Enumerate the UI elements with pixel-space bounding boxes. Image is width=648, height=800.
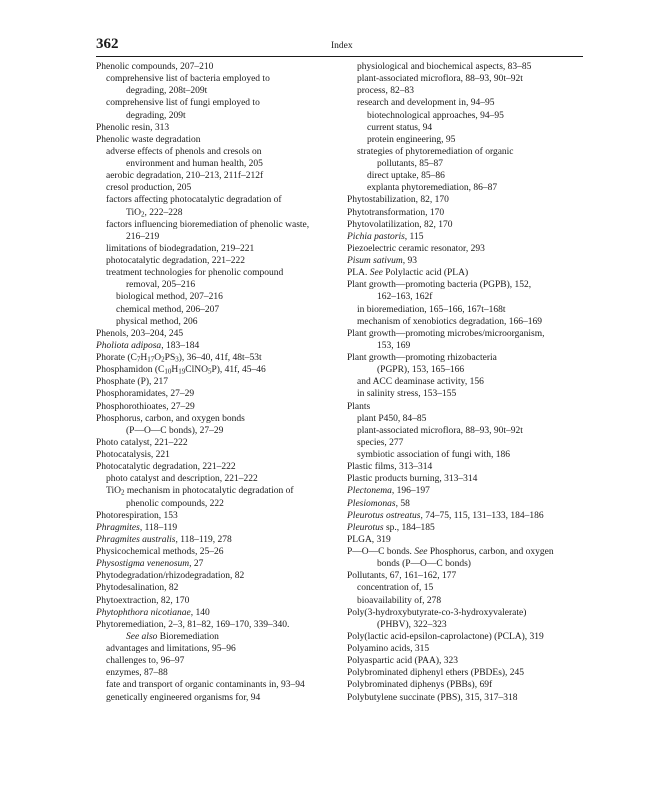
- index-entry: photocatalytic degradation, 221–222: [106, 256, 246, 266]
- index-entry: Plant growth—promoting bacteria (PGPB), 152,: [347, 280, 532, 291]
- index-entry: strategies of phytoremediation of organic: [357, 146, 514, 157]
- index-entry: fate and transport of organic contaminants in, 93–94: [106, 680, 305, 691]
- index-entry: Plesiomonas, 58: [347, 498, 410, 509]
- index-entry: direct uptake, 85–86: [367, 171, 445, 182]
- index-column-right: [347, 61, 585, 704]
- index-entry: removal, 205–216: [126, 280, 196, 291]
- index-entry: Phenols, 203–204, 245: [96, 328, 184, 339]
- index-entry: Phytodesalination, 82: [96, 583, 179, 594]
- index-entry: symbiotic association of fungi with, 186: [357, 450, 511, 460]
- index-entry: Plastic products burning, 313–314: [347, 474, 478, 485]
- index-entry: PLA. See Polylactic acid (PLA): [347, 268, 469, 279]
- index-entry: mechanism of xenobiotics degradation, 166–169: [357, 316, 542, 327]
- index-entry: (PGPR), 153, 165–166: [377, 365, 465, 376]
- index-entry: Phragmites, 118–119: [96, 522, 178, 533]
- index-entry: Phosphorothioates, 27–29: [96, 401, 195, 412]
- index-entry: Phenolic waste degradation: [96, 134, 201, 145]
- page-number: 362: [96, 36, 119, 52]
- index-entry: research and development in, 94–95: [357, 98, 495, 109]
- index-entry: Photocatalysis, 221: [96, 450, 170, 460]
- index-entry: Photorespiration, 153: [96, 510, 178, 521]
- index-entry: species, 277: [357, 437, 404, 448]
- index-entry: PLGA, 319: [347, 534, 391, 545]
- index-entry: current status, 94: [367, 122, 433, 133]
- index-entry: enzymes, 87–88: [106, 668, 168, 679]
- index-entry: treatment technologies for phenolic compound: [106, 268, 284, 279]
- index-entry: Plants: [347, 401, 371, 412]
- index-entry: factors affecting photocatalytic degradation of: [106, 195, 282, 206]
- index-entry: Phragmites australis, 118–119, 278: [96, 534, 232, 545]
- index-entry: P—O—C bonds. See Phosphorus, carbon, and oxygen: [347, 547, 554, 557]
- index-entry: degrading, 209t: [126, 110, 186, 121]
- index-entry: Polybutylene succinate (PBS), 315, 317–318: [347, 692, 518, 703]
- index-entry: plant-associated microflora, 88–93, 90t–92t: [357, 74, 523, 85]
- index-entry: Poly(3-hydroxybutyrate-co-3-hydroxyvalerate): [347, 607, 527, 618]
- index-entry: bonds (P—O—C bonds): [377, 559, 471, 570]
- index-entry: Pleurotus ostreatus, 74–75, 115, 131–133, 184–186: [347, 510, 544, 521]
- index-entry: Pollutants, 67, 161–162, 177: [347, 571, 457, 582]
- index-entry: aerobic degradation, 210–213, 211f–212f: [106, 171, 264, 182]
- index-entry: Plant growth—promoting microbes/microorganism,: [347, 328, 545, 339]
- index-entry: See also Bioremediation: [126, 631, 219, 642]
- index-entry: chemical method, 206–207: [116, 304, 220, 315]
- index-entry: limitations of biodegradation, 219–221: [106, 243, 255, 254]
- index-entry: Polybrominated diphenyl ethers (PBDEs), 245: [347, 668, 525, 679]
- index-entry: challenges to, 96–97: [106, 656, 185, 667]
- index-entry: (PHBV), 322–323: [377, 619, 447, 630]
- index-entry: Polyaspartic acid (PAA), 323: [347, 656, 458, 667]
- index-entry: genetically engineered organisms for, 94: [106, 692, 261, 703]
- index-entry: Phytovolatilization, 82, 170: [347, 219, 453, 230]
- index-entry: Phosphorus, carbon, and oxygen bonds: [96, 413, 245, 424]
- index-entry: Poly(lactic acid-epsilon-caprolactone) (PCLA), 319: [347, 631, 544, 642]
- index-entry: Phytophthora nicotianae, 140: [96, 607, 210, 618]
- index-entry: TiO$_2$ mechanism in photocatalytic degradation of: [106, 486, 294, 497]
- header-rule: [96, 56, 583, 57]
- index-entry: Phenolic compounds, 207–210: [96, 62, 214, 72]
- index-entry: 162–163, 162f: [377, 292, 433, 303]
- index-entry: factors influencing bioremediation of phenolic waste,: [106, 219, 310, 230]
- index-entry: Phytoextraction, 82, 170: [96, 595, 190, 606]
- index-entry: adverse effects of phenols and cresols on: [106, 146, 262, 157]
- index-entry: Phosphamidon $(C_{10}H_{19}ClNO_5P)$, 41f, 45–46: [96, 365, 266, 376]
- index-entry: environment and human health, 205: [126, 159, 263, 169]
- index-entry: comprehensive list of bacteria employed to: [106, 74, 270, 85]
- index-entry: concentration of, 15: [357, 583, 434, 594]
- index-entry: TiO$_2$, 222–228: [126, 207, 183, 218]
- index-entry: process, 82–83: [357, 86, 414, 97]
- index-entry: in salinity stress, 153–155: [357, 389, 457, 400]
- index-entry: 153, 169: [377, 340, 411, 351]
- index-entry: plant-associated microflora, 88–93, 90t–92t: [357, 425, 523, 436]
- index-entry: Phosphate (P), 217: [96, 377, 169, 388]
- index-entry: Photo catalyst, 221–222: [96, 437, 188, 448]
- index-entry: physiological and biochemical aspects, 83–85: [357, 62, 532, 72]
- index-entry: Polyamino acids, 315: [347, 644, 430, 654]
- index-entry: Phytostabilization, 82, 170: [347, 195, 449, 206]
- index-entry: Phytodegradation/rhizodegradation, 82: [96, 571, 245, 582]
- index-entry: in bioremediation, 165–166, 167t–168t: [357, 304, 506, 315]
- index-entry: bioavailability of, 278: [357, 595, 442, 606]
- index-entry: photo catalyst and description, 221–222: [106, 474, 258, 485]
- index-entry: Plant growth—promoting rhizobacteria: [347, 353, 497, 363]
- index-entry: Plectonema, 196–197: [347, 486, 430, 497]
- index-column-left: [96, 61, 336, 704]
- index-entry: advantages and limitations, 95–96: [106, 644, 236, 654]
- index-entry: Photocatalytic degradation, 221–222: [96, 462, 236, 473]
- index-entry: Phosphoramidates, 27–29: [96, 389, 195, 400]
- index-entry: pollutants, 85–87: [377, 159, 443, 169]
- index-entry: and ACC deaminase activity, 156: [357, 377, 484, 388]
- index-entry: Phorate $(C_7H_{17}O_2PS_3)$, 36–40, 41f, 48t–53t: [96, 353, 262, 364]
- index-entry: Physostigma venenosum, 27: [96, 559, 204, 570]
- index-entry: Phytotransformation, 170: [347, 207, 445, 218]
- index-entry: Piezoelectric ceramic resonator, 293: [347, 243, 485, 254]
- index-entry: cresol production, 205: [106, 183, 192, 194]
- index-entry: protein engineering, 95: [367, 134, 456, 145]
- index-entry: (P—O—C bonds), 27–29: [126, 425, 224, 436]
- index-entry: Pichia pastoris, 115: [347, 231, 424, 242]
- index-entry: Pisum sativum, 93: [347, 256, 417, 266]
- index-entry: plant P450, 84–85: [357, 413, 427, 424]
- index-entry: Physicochemical methods, 25–26: [96, 547, 224, 557]
- index-entry: degrading, 208t–209t: [126, 86, 208, 97]
- index-entry: Phenolic resin, 313: [96, 122, 170, 133]
- index-entry: 216–219: [126, 231, 160, 242]
- index-entry: biological method, 207–216: [116, 292, 223, 303]
- running-head: Index: [331, 41, 353, 51]
- index-entry: explanta phytoremediation, 86–87: [367, 183, 498, 194]
- index-entry: Pleurotus sp., 184–185: [347, 522, 435, 533]
- index-entry: Pholiota adiposa, 183–184: [96, 340, 200, 351]
- index-entry: Plastic films, 313–314: [347, 462, 433, 473]
- index-entry: phenolic compounds, 222: [126, 498, 224, 509]
- index-entry: biotechnological approaches, 94–95: [367, 110, 504, 121]
- index-entry: physical method, 206: [116, 316, 198, 327]
- index-entry: Polybrominated diphenys (PBBs), 69f: [347, 680, 493, 691]
- index-entry: comprehensive list of fungi employed to: [106, 98, 260, 109]
- index-entry: Phytoremediation, 2–3, 81–82, 169–170, 339–340.: [96, 619, 290, 630]
